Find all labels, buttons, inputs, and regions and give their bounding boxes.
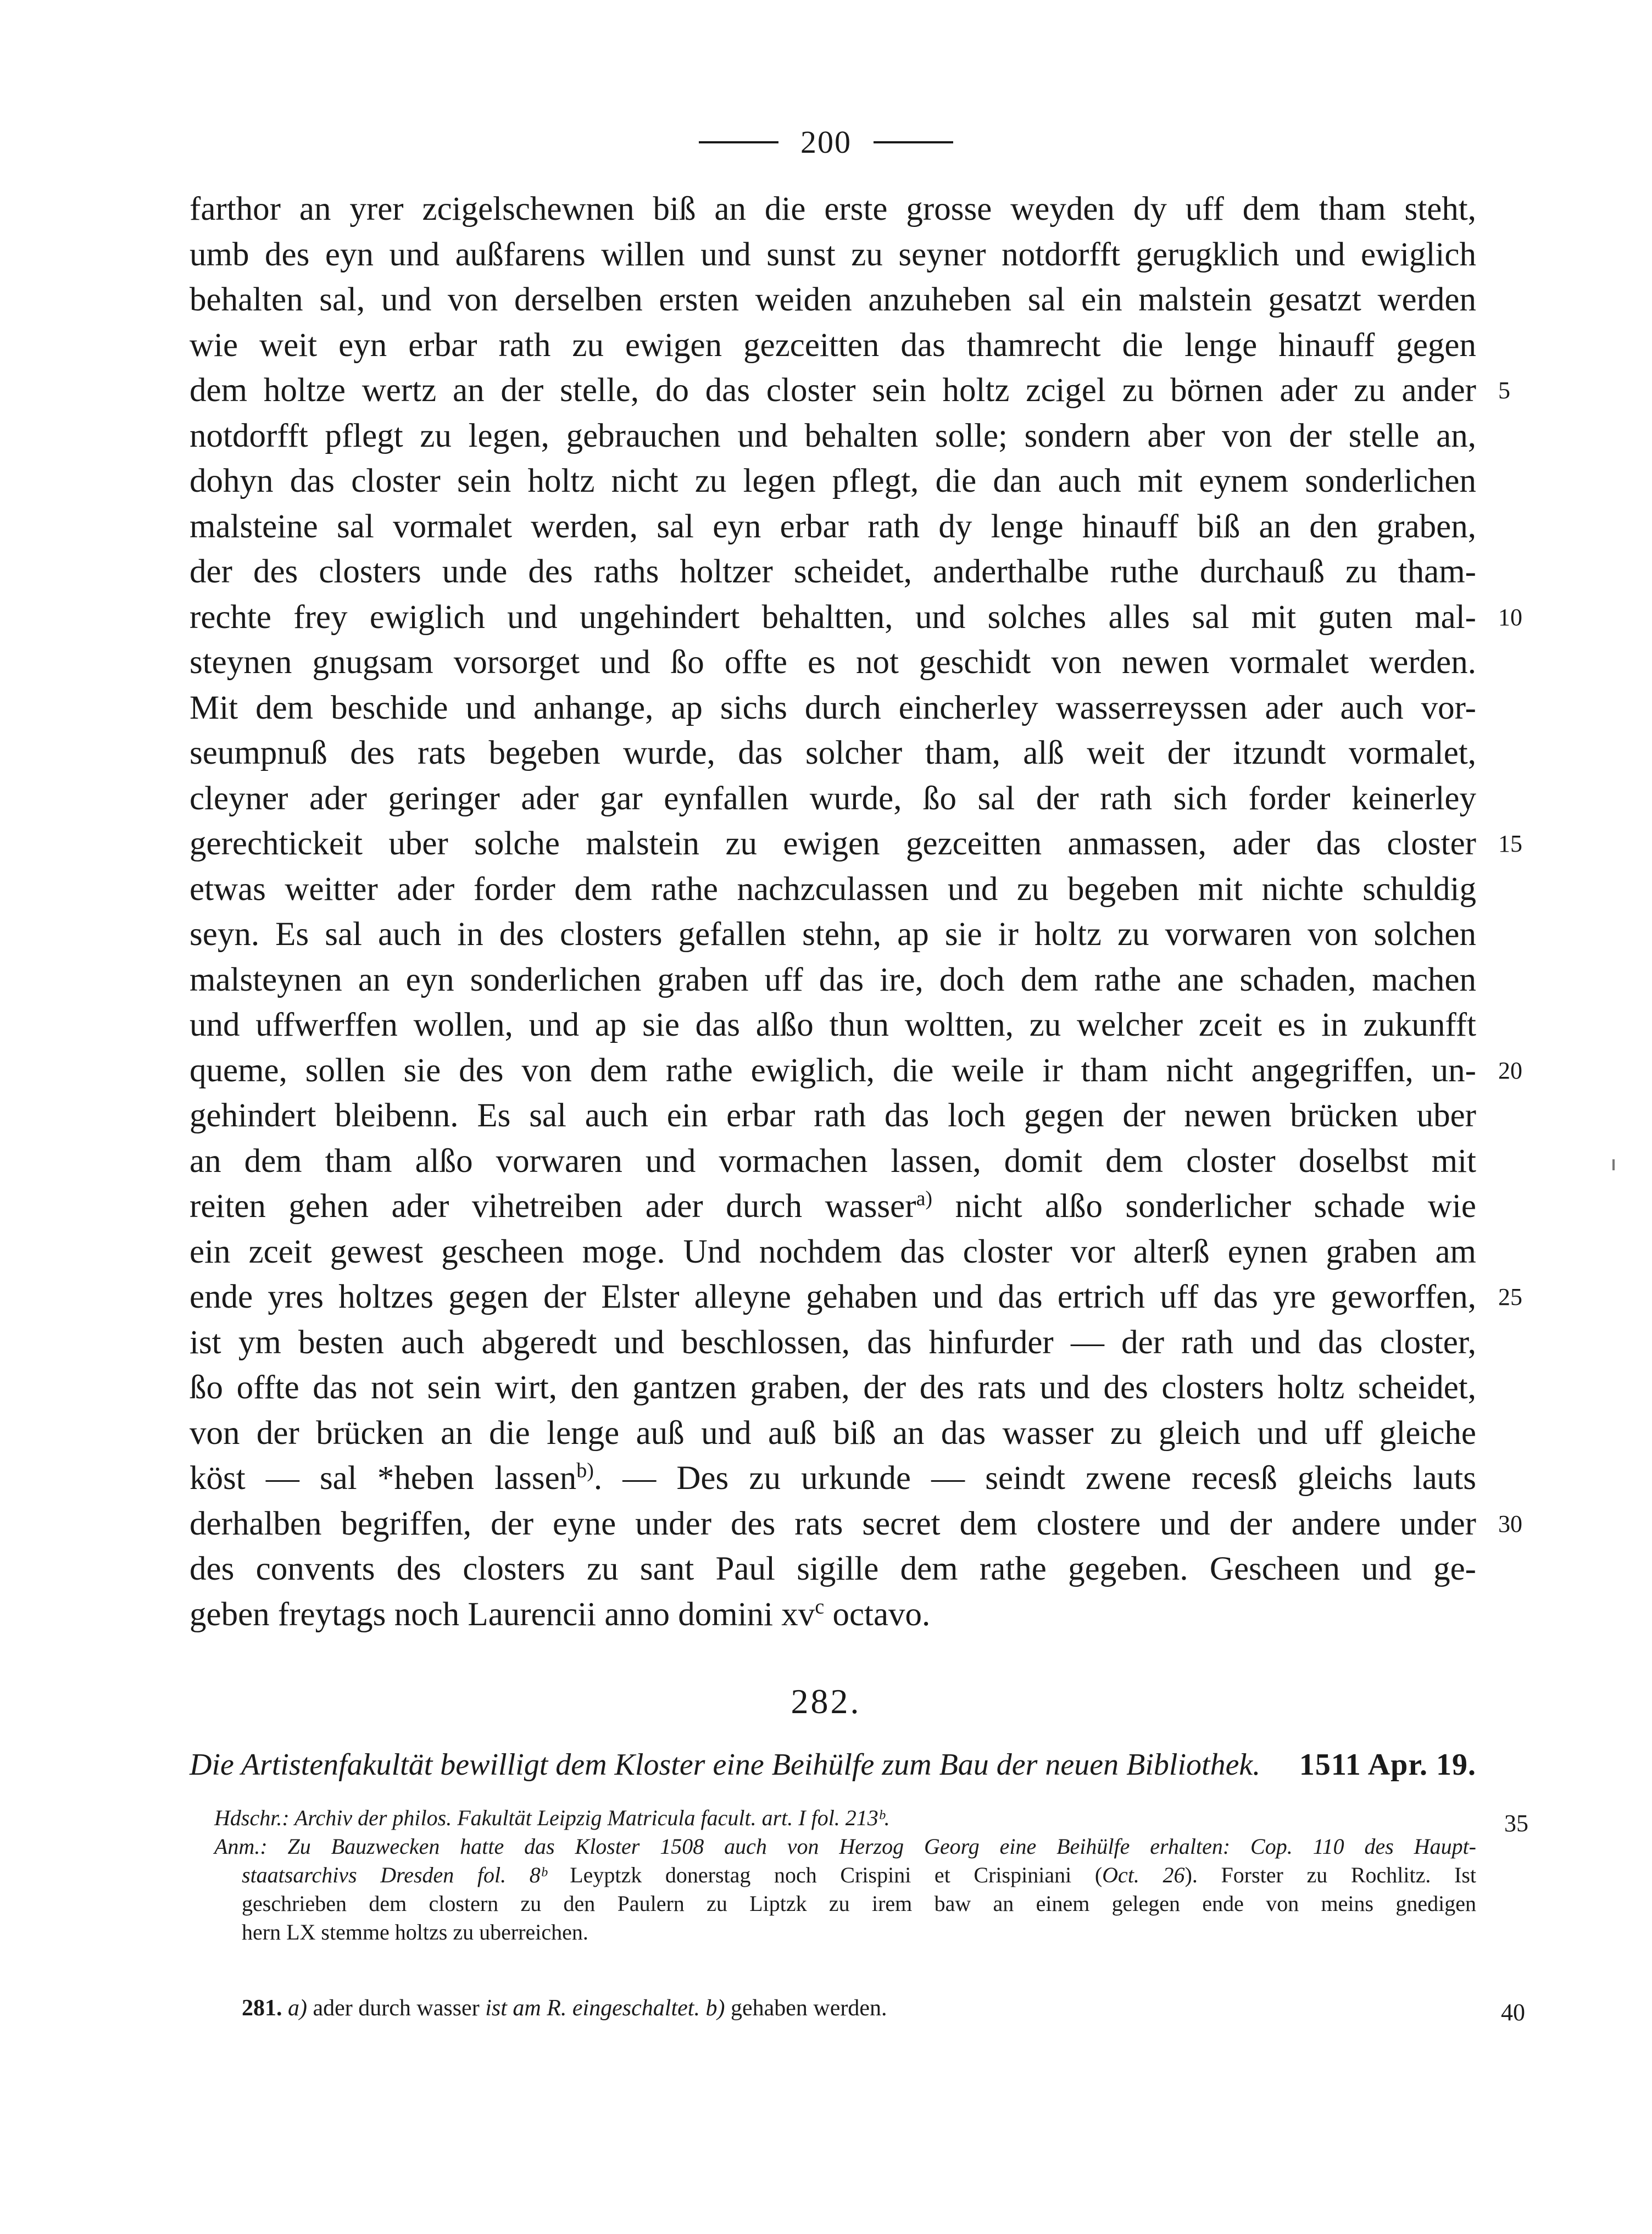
- text-line: [190, 1456, 1476, 1502]
- line-number-35: 35: [1504, 1810, 1528, 1837]
- note-annotation-text-2a: Leyptzk donerstag noch Crispini et Crispiniani (: [546, 1863, 1103, 1887]
- text-line-content: wie weit eyn erbar rath zu ewigen gezceitten das thamrecht die lenge hinauff gegen: [190, 326, 1476, 364]
- note-annotation-text-3: geschrieben dem clostern zu den Paulern zu Liptzk zu irem baw an einem gelegen ende von meins gnedigen: [242, 1891, 1476, 1916]
- text-line-content: reiten gehen ader vihetreiben ader durch wasser: [190, 1188, 916, 1225]
- header-rule-left: [699, 141, 778, 143]
- text-line: [190, 1003, 1476, 1048]
- note-annotation-line-2: [242, 1861, 1476, 1890]
- text-line: [190, 459, 1476, 504]
- text-line: [190, 1320, 1476, 1366]
- text-line-content: köst — sal *heben lassen: [190, 1460, 577, 1497]
- line-number: 15: [1498, 830, 1522, 857]
- text-line-content: seumpnuß des rats begeben wurde, das solcher tham, alß weit der itzundt vormalet,: [190, 735, 1476, 771]
- text-line-content: rechte frey ewiglich und ungehindert behaltten, und solches alles sal mit guten mal-: [190, 598, 1476, 636]
- text-line: [190, 821, 1522, 867]
- footnote-marker: b): [576, 1459, 594, 1482]
- line-number: 5: [1498, 377, 1510, 404]
- regest-summary: Die Artistenfakultät bewilligt dem Kloster eine Beihülfe zum Bau der neuen Bibliothek.: [190, 1748, 1261, 1782]
- text-line-content: ßo offte das not sein wirt, den gantzen graben, der des rats und des closters holtz scheidet,: [190, 1369, 1476, 1406]
- text-line-content: farthor an yrer zcigelschewnen biß an die erste grosse weyden dy uff dem tham steht,: [190, 191, 1476, 227]
- text-line: [190, 1139, 1476, 1185]
- text-line-content: ein zceit gewest gescheen moge. Und nochdem das closter vor alterß eynen graben am: [190, 1233, 1476, 1270]
- text-line: [190, 1048, 1522, 1094]
- text-line-content: ende yres holtzes gegen der Elster alleyne gehaben und das ertrich uff das yre geworffen,: [190, 1279, 1476, 1315]
- text-line-content: behalten sal, und von derselben ersten weiden anzuheben sal ein malstein gesatzt werden: [190, 281, 1476, 318]
- text-line: [190, 1230, 1476, 1275]
- text-line-content: malsteine sal vormalet werden, sal eyn erbar rath dy lenge hinauff biß an den graben,: [190, 508, 1476, 545]
- text-line: [190, 595, 1522, 641]
- text-line: [190, 776, 1476, 822]
- source-notes: [214, 1804, 1528, 1947]
- text-line: [190, 549, 1476, 595]
- text-line-content: derhalben begriffen, der eyne under des rats secret dem clostere und der andere under: [190, 1505, 1476, 1542]
- text-line: [190, 187, 1476, 232]
- apparatus-b-label: b): [705, 1996, 725, 2021]
- footnote-marker: c: [815, 1595, 825, 1619]
- text-line: [190, 232, 1476, 278]
- text-line-content: geben freytags noch Laurencii anno domini xv: [190, 1596, 815, 1633]
- document-regest: [190, 1743, 1476, 1787]
- text-line: [190, 1592, 1476, 1638]
- document-number: 282.: [791, 1682, 861, 1721]
- text-line-content: von der brücken an die lenge auß und auß biß an das wasser zu gleich und uff gleiche: [190, 1414, 1476, 1452]
- line-number: 10: [1498, 603, 1522, 631]
- text-line-content: gehindert bleibenn. Es sal auch ein erbar rath das loch gegen der newen brücken uber: [190, 1097, 1476, 1134]
- note-annotation-line-3: [242, 1890, 1476, 1918]
- text-line-content: der des closters unde des raths holtzer scheidet, anderthalbe ruthe durchauß zu tham-: [190, 553, 1476, 590]
- text-line-content: seyn. Es sal auch in des closters gefallen stehn, ap sie ir holtz zu vorwaren von solchen: [190, 916, 1476, 953]
- line-number: 30: [1498, 1510, 1522, 1537]
- margin-mark: [1612, 1159, 1615, 1170]
- line-number: 20: [1498, 1057, 1522, 1084]
- text-line-content: queme, sollen sie des von dem rathe ewiglich, die weile ir tham nicht angegriffen, un-: [190, 1052, 1476, 1089]
- critical-apparatus: [242, 1993, 1525, 2026]
- note-annotation-text-1: Anm.: Zu Bauzwecken hatte das Kloster 1508 auch von Herzog Georg eine Beihülfe erhalten: Cop. 110 des Haupt-: [214, 1834, 1476, 1859]
- apparatus-a-label: a): [288, 1996, 307, 2021]
- text-line: [190, 504, 1476, 550]
- note-annotation-line-4: [242, 1918, 1476, 1947]
- note-annotation-text-2b: ). Forster zu Rochlitz. Ist: [1184, 1863, 1477, 1887]
- text-line-content: notdorfft pflegt zu legen, gebrauchen und behalten solle; sondern aber von der stelle an,: [190, 417, 1476, 454]
- text-line: [190, 323, 1476, 369]
- text-line-content: an dem tham alßo vorwaren und vormachen lassen, domit dem closter doselbst mit: [190, 1142, 1476, 1180]
- text-line: [190, 1411, 1476, 1457]
- text-line: [190, 1547, 1476, 1592]
- note-annotation-italic-1: staatsarchivs Dresden fol. 8ᵇ: [242, 1863, 547, 1887]
- text-line: [190, 1502, 1522, 1547]
- text-line-content: malsteynen an eyn sonderlichen graben uff das ire, doch dem rathe ane schaden, machen: [190, 961, 1476, 998]
- document-body-text: [190, 187, 1522, 1637]
- text-line-continuation: . — Des zu urkunde — seindt zwene recesß gleichs lauts: [593, 1460, 1476, 1497]
- text-line-continuation: nicht alßo sonderlicher schade wie: [932, 1188, 1476, 1225]
- text-line-content: steynen gnugsam vorsorget und ßo offte es not geschidt von newen vormalet werden.: [190, 644, 1476, 681]
- text-line-content: cleyner ader geringer ader gar eynfallen wurde, ßo sal der rath sich forder keinerley: [190, 780, 1476, 817]
- footnote-marker: a): [916, 1187, 933, 1210]
- text-line-content: gerechtickeit uber solche malstein zu ewigen gezceitten anmassen, ader das closter: [190, 825, 1476, 862]
- text-line: [190, 686, 1476, 731]
- note-annotation-text-4: hern LX stemme holtzs zu uberreichen.: [242, 1920, 588, 1944]
- text-line-content: etwas weitter ader forder dem rathe nachzculassen und zu begeben mit nichte schuldig: [190, 870, 1476, 908]
- line-number-40: 40: [1501, 1999, 1525, 2026]
- apparatus-a-text: ader durch wasser: [307, 1996, 486, 2021]
- regest-date: 1511 Apr. 19.: [1299, 1748, 1476, 1782]
- text-line-content: ist ym besten auch abgeredt und beschlossen, das hinfurder — der rath und das closter,: [190, 1324, 1476, 1361]
- text-line: [190, 958, 1476, 1003]
- text-line: [190, 640, 1476, 686]
- apparatus-ref: 281.: [242, 1996, 282, 2021]
- text-line-content: umb des eyn und außfarens willen und sunst zu seyner notdorfft gerugklich und ewiglich: [190, 236, 1476, 273]
- text-line: [190, 368, 1510, 414]
- text-line: [190, 867, 1476, 913]
- text-line: [190, 277, 1476, 323]
- note-annotation-line-1: [214, 1832, 1476, 1861]
- text-line: [190, 1093, 1476, 1139]
- text-line: [190, 1184, 1476, 1230]
- text-line: [190, 1275, 1522, 1320]
- text-line-content: Mit dem beschide und anhange, ap sichs durch eincherley wasserreyssen ader auch vor-: [190, 689, 1476, 726]
- text-line: [190, 912, 1476, 958]
- text-line: [190, 414, 1476, 459]
- page-number: 200: [800, 124, 852, 160]
- text-line-continuation: octavo.: [824, 1596, 931, 1633]
- apparatus-a-comment: ist am R. eingeschaltet.: [485, 1996, 700, 2021]
- note-manuscript: [214, 1804, 1528, 1837]
- text-line-content: und uffwerffen wollen, und ap sie das alßo thun woltten, zu welcher zceit es in zukunfft: [190, 1007, 1476, 1043]
- note-manuscript-text: Hdschr.: Archiv der philos. Fakultät Leipzig Matricula facult. art. I fol. 213ᵇ.: [214, 1805, 890, 1830]
- text-line-content: dohyn das closter sein holtz nicht zu legen pflegt, die dan auch mit eynem sonderlichen: [190, 463, 1476, 499]
- apparatus-b-text: gehaben werden.: [725, 1996, 887, 2021]
- text-line: [190, 731, 1476, 776]
- line-number: 25: [1498, 1283, 1522, 1310]
- page-header: [0, 124, 1652, 160]
- note-annotation-italic-2: Oct. 26: [1102, 1863, 1185, 1887]
- text-line: [190, 1365, 1476, 1411]
- text-line-content: des convents des closters zu sant Paul sigille dem rathe gegeben. Gescheen und ge-: [190, 1551, 1476, 1587]
- header-rule-right: [874, 141, 953, 143]
- text-line-content: dem holtze wertz an der stelle, do das closter sein holtz zcigel zu börnen ader zu ander: [190, 372, 1476, 409]
